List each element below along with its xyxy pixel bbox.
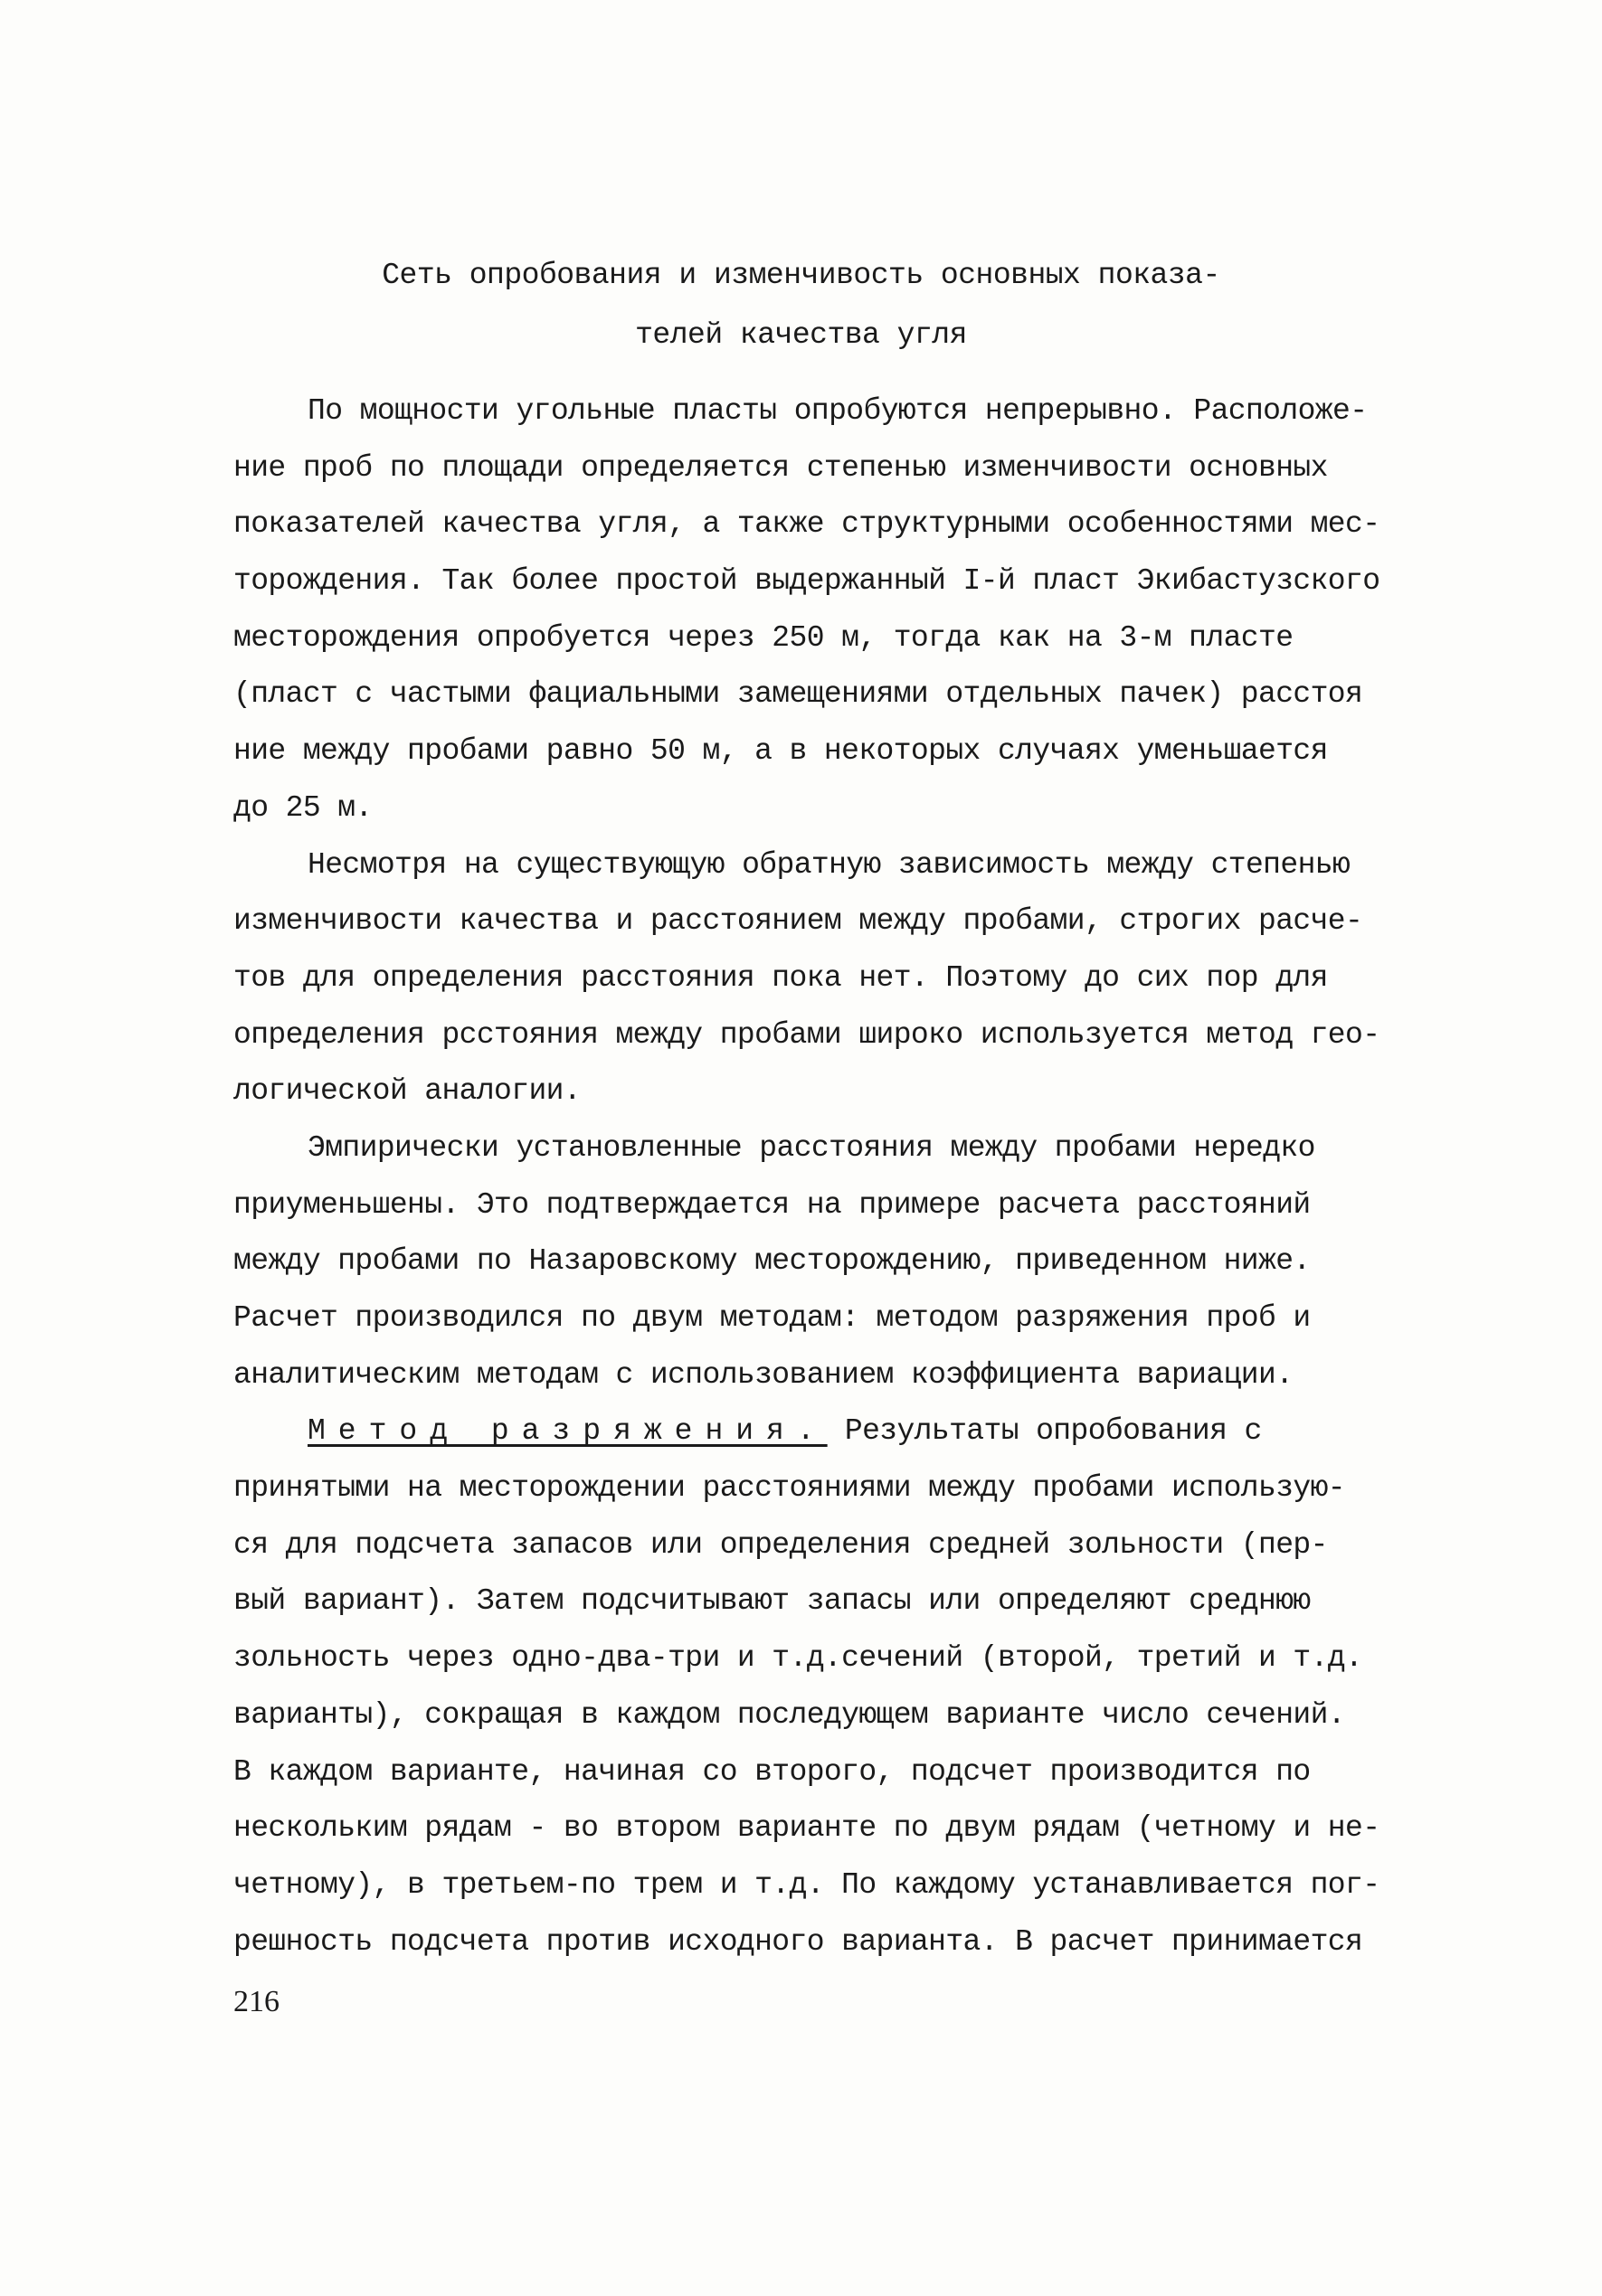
paragraph-4-line-10: решность подсчета против исходного варианта. В расчет принимается xyxy=(233,1924,1363,1959)
paragraph-4-line-1-rest: Результаты опробования с xyxy=(827,1414,1262,1449)
paragraph-1-line-5: месторождения опробуется через 250 м, тогда как на 3-м пласте xyxy=(233,620,1294,655)
paragraph-1-line-2: ние проб по площади определяется степенью изменчивости основных xyxy=(233,450,1328,485)
paragraph-1-line-3: показателей качества угля, а также структурными особенностями мес- xyxy=(233,507,1380,542)
section-title-line-1: Сеть опробования и изменчивость основных показа- xyxy=(382,259,1220,292)
paragraph-3-line-2: приуменьшены. Это подтверждается на примере расчета расстояний xyxy=(233,1187,1311,1222)
paragraph-1-line-6: (пласт с частыми фациальными замещениями отдельных пачек) расстоя xyxy=(233,677,1363,712)
paragraph-1-line-8: до 25 м. xyxy=(233,790,373,825)
page-number: 216 xyxy=(233,1985,280,2018)
paragraph-1-line-4: торождения. Так более простой выдержанный I-й пласт Экибастузского xyxy=(233,564,1380,599)
method-heading: Метод разряжения. xyxy=(308,1414,828,1449)
paragraph-4-line-6: варианты), сокращая в каждом последующем варианте число сечений. xyxy=(233,1697,1346,1732)
paragraph-4-line-1 xyxy=(233,1403,1382,1460)
paragraph-4-line-7: В каждом варианте, начиная со второго, подсчет производится по xyxy=(233,1754,1311,1789)
paragraph-4-line-2: принятыми на месторождении расстояниями между пробами использую- xyxy=(233,1471,1346,1506)
body-text xyxy=(233,383,1382,1970)
paragraph-1-line-1: По мощности угольные пласты опробуются непрерывно. Расположе- xyxy=(308,394,1368,428)
paragraph-3-line-4: Расчет производился по двум методам: методом разряжения проб и xyxy=(233,1301,1311,1335)
paragraph-2-line-4: определения рсстояния между пробами широко используется метод гео- xyxy=(233,1017,1380,1052)
paragraph-3-line-3: между пробами по Назаровскому месторождению, приведенном ниже. xyxy=(233,1244,1311,1279)
paragraph-2-line-1: Несмотря на существующую обратную зависимость между степенью xyxy=(308,847,1351,882)
section-title-line-2: телей качества угля xyxy=(635,318,967,352)
paragraph-3-line-1: Эмпирически установленные расстояния между пробами нередко xyxy=(308,1130,1315,1165)
paragraph-1-line-7: ние между пробами равно 50 м, а в некоторых случаях уменьшается xyxy=(233,734,1328,769)
paragraph-2-line-3: тов для определения расстояния пока нет. Поэтому до сих пор для xyxy=(233,960,1328,995)
paragraph-2-line-2: изменчивости качества и расстоянием между пробами, строгих расче- xyxy=(233,904,1363,939)
paragraph-4-line-5: зольность через одно-два-три и т.д.сечений (второй, третий и т.д. xyxy=(233,1641,1363,1676)
paragraph-4-line-9: четному), в третьем-по трем и т.д. По каждому устанавливается пог- xyxy=(233,1867,1380,1902)
paragraph-3-line-5: аналитическим методам с использованием коэффициента вариации. xyxy=(233,1357,1294,1392)
paragraph-4-line-3: ся для подсчета запасов или определения средней зольности (пер- xyxy=(233,1527,1328,1562)
paragraph-4-line-8: нескольким рядам - во втором варианте по двум рядам (четному и не- xyxy=(233,1811,1380,1846)
paragraph-4-line-4: вый вариант). Затем подсчитывают запасы или определяют среднюю xyxy=(233,1584,1311,1619)
paragraph-2-line-5: логической аналогии. xyxy=(233,1074,582,1109)
